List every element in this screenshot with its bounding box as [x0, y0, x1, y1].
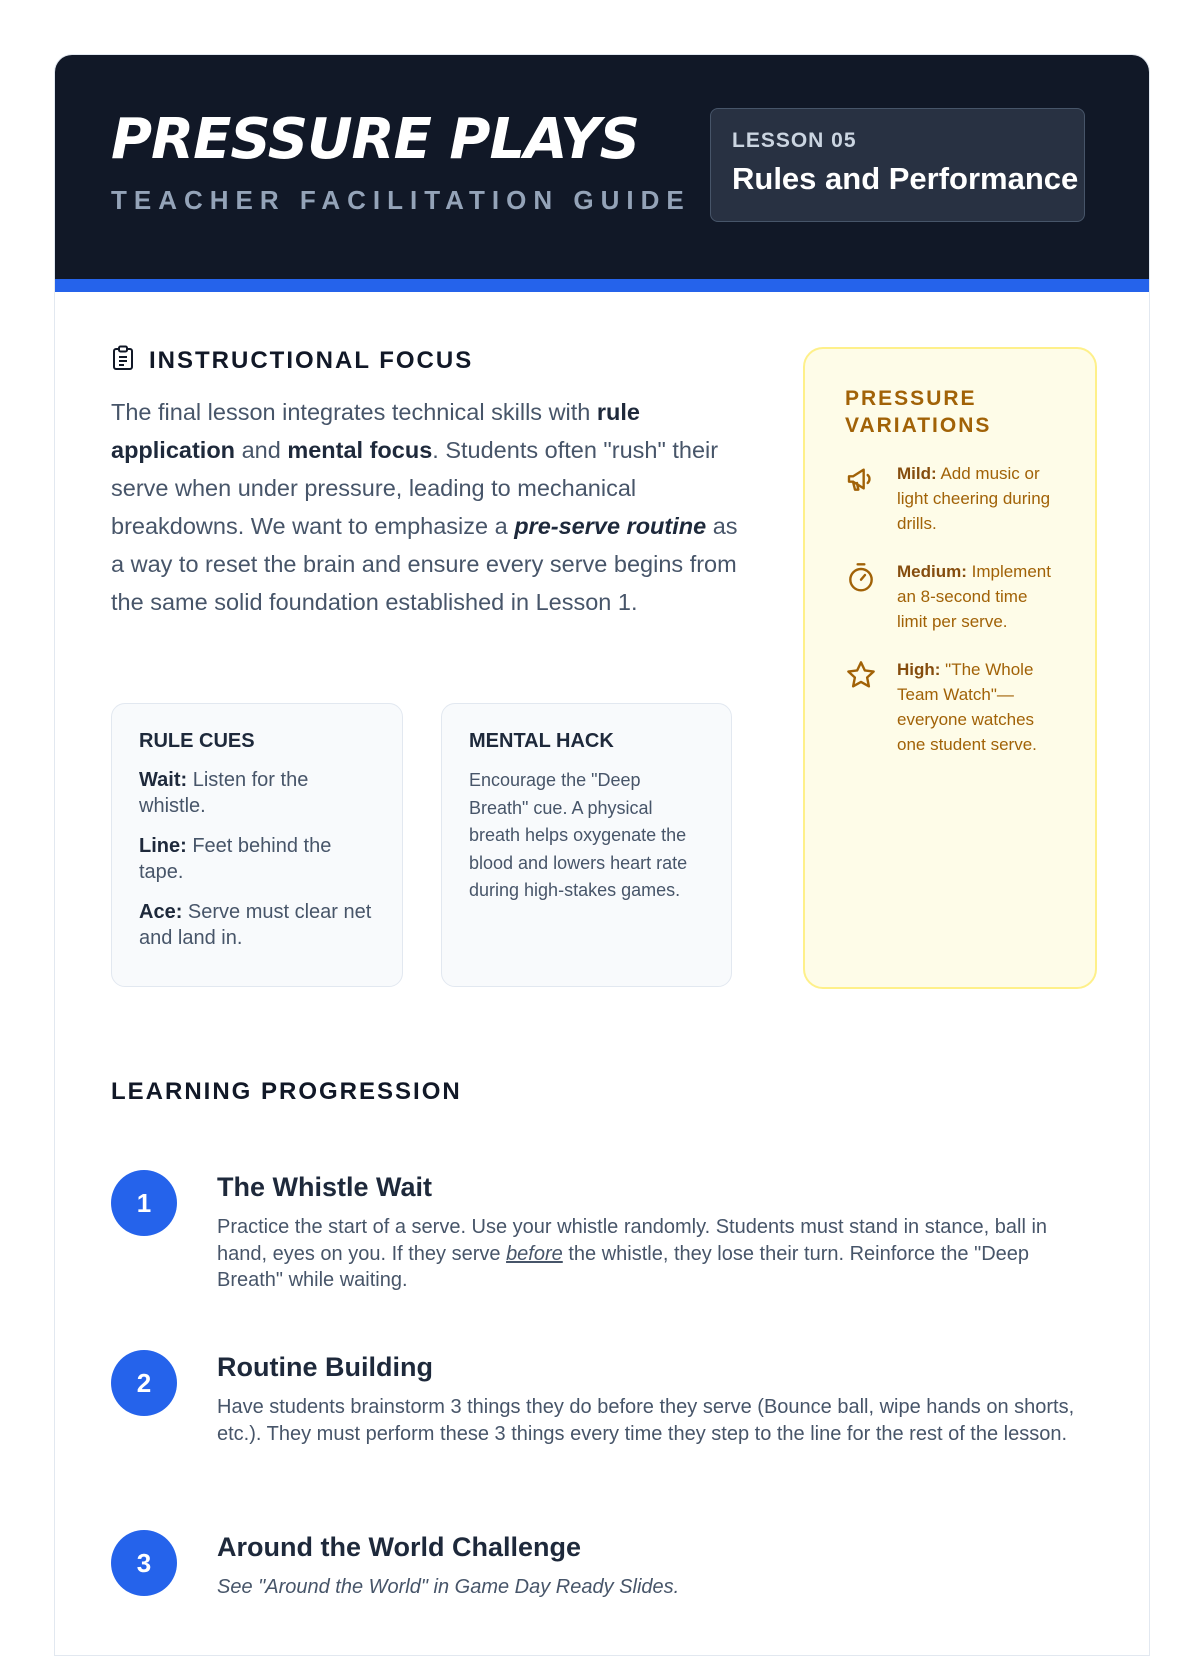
lesson-title: Rules and Performance [732, 161, 1079, 196]
rule-cues-heading: RULE CUES [139, 730, 255, 752]
rule-cue-item: Ace: Serve must clear net and land in. [139, 901, 372, 949]
step-description: See "Around the World" in Game Day Ready Slides. [217, 1576, 680, 1598]
megaphone-icon [845, 461, 897, 536]
mental-hack-heading: MENTAL HACK [469, 730, 614, 752]
step-title: The Whistle Wait [217, 1172, 432, 1202]
step-description: Practice the start of a serve. Use your whistle randomly. Students must stand in stance, ball in hand, eyes on you. If they serve before the whistle, they lose their turn. Reinforce the "Deep Breath" while waiting. [217, 1216, 1048, 1291]
rule-cue-item: Line: Feet behind the tape. [139, 835, 332, 883]
step-number: 2 [111, 1350, 177, 1416]
clipboard-icon [111, 345, 135, 376]
step-number: 3 [111, 1530, 177, 1596]
learning-progression-heading: LEARNING PROGRESSION [111, 1078, 462, 1105]
pressure-item: Mild: Add music or light cheering during drills. [845, 461, 1095, 536]
step-description: Have students brainstorm 3 things they do before they serve (Bounce ball, wipe hands on shorts, etc.). They must perform these 3 things every time they step to the line for the rest of the lesson. [217, 1396, 1075, 1445]
lesson-badge [710, 108, 1085, 222]
instructional-focus-heading [111, 345, 473, 376]
page-title: PRESSURE PLAYS [111, 107, 639, 172]
star-icon [845, 657, 897, 757]
rule-cues-card [111, 703, 403, 987]
pressure-item: High: "The Whole Team Watch"—everyone watches one student serve. [845, 657, 1095, 757]
pressure-item: Medium: Implement an 8-second time limit per serve. [845, 559, 1095, 634]
mental-hack-card [441, 703, 732, 987]
step-title: Routine Building [217, 1352, 433, 1382]
stopwatch-icon [845, 559, 897, 634]
guide-card [54, 54, 1150, 1656]
lesson-number: LESSON 05 [732, 129, 857, 152]
pressure-heading: PRESSURE VARIATIONS [845, 387, 992, 437]
header-banner [55, 55, 1149, 292]
mental-hack-text: Encourage the "Deep Breath" cue. A physical breath helps oxygenate the blood and lowers heart rate during high-stakes games. [469, 770, 688, 900]
pressure-variations-card [803, 347, 1097, 989]
focus-paragraph: The final lesson integrates technical skills with rule application and mental focus. Students often "rush" their serve when under pressure, leading to mechanical breakdowns. We want to emphasize a pre-serve routine as a way to reset the brain and ensure every serve begins from the same solid foundation established in Lesson 1. [111, 399, 738, 615]
step-title: Around the World Challenge [217, 1532, 581, 1562]
rule-cue-item: Wait: Listen for the whistle. [139, 769, 309, 817]
page-subtitle: TEACHER FACILITATION GUIDE [111, 185, 691, 215]
step-number: 1 [111, 1170, 177, 1236]
section-heading: INSTRUCTIONAL FOCUS [149, 346, 474, 374]
